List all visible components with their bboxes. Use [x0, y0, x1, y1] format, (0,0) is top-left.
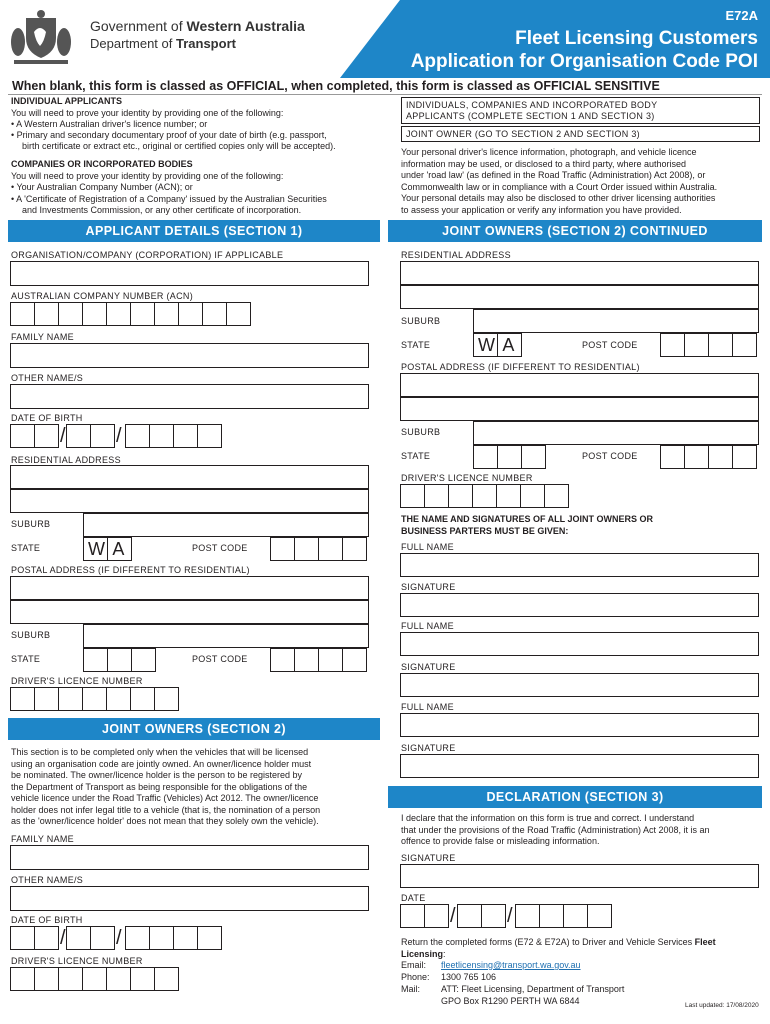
company-bullet-cont: and Investments Commission, or any other certificate of incorporation. — [22, 205, 302, 215]
decl-date-day[interactable] — [400, 904, 449, 928]
last-updated: Last updated: 17/08/2020 — [685, 1002, 759, 1009]
joint-family-label: FAMILY NAME — [11, 834, 74, 844]
names-heading: THE NAME AND SIGNATURES OF ALL JOINT OWNERS OR BUSINESS PARTERS MUST BE GIVEN: — [401, 514, 654, 536]
decl-date-label: DATE — [401, 893, 426, 903]
option-individual-company[interactable]: INDIVIDUALS, COMPANIES AND INCORPORATED BODY APPLICANTS (COMPLETE SECTION 1 AND SECTION 3) — [401, 97, 760, 124]
jo-res-label: RESIDENTIAL ADDRESS — [401, 250, 511, 260]
mail-line2: GPO Box R1290 PERTH WA 6844 — [441, 996, 580, 1006]
jo-postal-postcode-field[interactable] — [660, 445, 757, 469]
org-field[interactable] — [10, 261, 369, 286]
individual-bullet: • Primary and secondary documentary proof of your date of birth (e.g. passport, — [11, 130, 327, 140]
privacy-text: Your personal driver's licence information, photograph, and vehicle licence information may be used, or disclosed to a third party, where authorised under 'road law' (as defined in the Road Traffic (Administration) Act 2008), or Commonwealth law or in compliance with a Court Order issued within Australia. Your personal details may also be disclosed to other driver licensing authorities to assess your application or verify any information you have provided. — [401, 147, 718, 215]
individual-bullet: • A Western Australian driver's licence number; or — [11, 119, 208, 129]
individual-heading: INDIVIDUAL APPLICANTS — [11, 96, 123, 106]
jo-state-label: STATE — [401, 451, 431, 461]
jo-postal-line2[interactable] — [400, 397, 759, 421]
individual-intro: You will need to prove your identity by providing one of the following: — [11, 108, 284, 118]
jo-postal-suburb-field[interactable] — [473, 421, 759, 445]
company-intro: You will need to prove your identity by providing one of the following: — [11, 171, 284, 181]
joint-dob-day[interactable] — [10, 926, 59, 950]
date-separator: / — [60, 927, 66, 949]
dob-label: DATE OF BIRTH — [11, 413, 83, 423]
full-name-label: FULL NAME — [401, 542, 454, 552]
full-name-label: FULL NAME — [401, 702, 454, 712]
state-value: WA — [88, 539, 133, 559]
postal-suburb-field[interactable] — [83, 624, 369, 648]
mail-line1: ATT: Fleet Licensing, Department of Transport — [441, 984, 625, 994]
section2-description: This section is to be completed only when the vehicles that will be licensed using an organisation code are jointly owned. An owner/licence holder must be nominated. The owner/licence holder is the person to be registered by the Department of Transport as being responsible for the obligations of the vehicle licence under the Road Traffic (Vehicles) Act 2012. The owner/licence holder does not infer legal title to a vehicle (that is, the nomination of a person as the 'owner/licence holder' does not mean that they solely own the vehicle). — [11, 747, 321, 826]
licence-number-field[interactable] — [10, 687, 179, 711]
divider — [8, 94, 762, 95]
wa-crest-icon — [8, 8, 74, 70]
section1-bar: APPLICANT DETAILS (SECTION 1) — [8, 220, 380, 242]
jo-res-line2[interactable] — [400, 285, 759, 309]
joint-other-field[interactable] — [10, 886, 369, 911]
section2-bar: JOINT OWNERS (SECTION 2) — [8, 718, 380, 740]
jo-postcode-label: POST CODE — [582, 451, 638, 461]
jo-postcode-field[interactable] — [660, 333, 757, 357]
joint-dob-year[interactable] — [125, 926, 222, 950]
joint-other-label: OTHER NAME/S — [11, 875, 84, 885]
phone-label: Phone: — [401, 972, 430, 982]
company-bullet: • Your Australian Company Number (ACN); or — [11, 182, 193, 192]
jo-state-value: WA — [478, 335, 523, 355]
company-bullet: • A 'Certificate of Registration of a Company' issued by the Australian Securities — [11, 194, 327, 204]
other-names-label: OTHER NAME/S — [11, 373, 84, 383]
jo-suburb-label: SUBURB — [401, 316, 441, 326]
suburb-label: SUBURB — [11, 519, 51, 529]
res-address-line2[interactable] — [10, 489, 369, 513]
jo-state-label: STATE — [401, 340, 431, 350]
full-name-label: FULL NAME — [401, 621, 454, 631]
company-heading: COMPANIES OR INCORPORATED BODIES — [11, 159, 193, 169]
email-link[interactable]: fleetlicensing@transport.wa.gov.au — [441, 960, 581, 970]
licence-label: DRIVER'S LICENCE NUMBER — [11, 676, 143, 686]
section2-continued-bar: JOINT OWNERS (SECTION 2) CONTINUED — [388, 220, 762, 242]
signature-field-1[interactable] — [400, 593, 759, 617]
jo-postal-line1[interactable] — [400, 373, 759, 397]
res-address-label: RESIDENTIAL ADDRESS — [11, 455, 121, 465]
jo-licence-field[interactable] — [400, 484, 569, 508]
form-title-line1: Fleet Licensing Customers — [515, 28, 758, 49]
gov-name: Government of Western Australia — [90, 18, 305, 34]
date-separator: / — [116, 927, 122, 949]
return-instructions: Return the completed forms (E72 & E72A) to Driver and Vehicle Services Fleet Licensing: — [401, 937, 716, 959]
individual-bullet-cont: birth certificate or extract etc., original or certified copies only will be accepted). — [22, 141, 336, 151]
joint-dob-label: DATE OF BIRTH — [11, 915, 83, 925]
jo-postal-label: POSTAL ADDRESS (IF DIFFERENT TO RESIDENTIAL) — [401, 362, 640, 372]
jo-res-line1[interactable] — [400, 261, 759, 285]
postal-state-field[interactable] — [83, 648, 156, 672]
classification-notice: When blank, this form is classed as OFFICIAL, when completed, this form is classed as OFFICIAL SENSITIVE — [12, 79, 660, 93]
dob-day-field[interactable] — [10, 424, 59, 448]
postal-postcode-field[interactable] — [270, 648, 367, 672]
state-label: STATE — [11, 543, 41, 553]
signature-label: SIGNATURE — [401, 662, 456, 672]
decl-date-month[interactable] — [457, 904, 506, 928]
email-label: Email: — [401, 960, 427, 970]
jo-suburb-field[interactable] — [473, 309, 759, 333]
family-name-field[interactable] — [10, 343, 369, 368]
postal-address-label: POSTAL ADDRESS (IF DIFFERENT TO RESIDENTIAL) — [11, 565, 250, 575]
jo-postcode-label: POST CODE — [582, 340, 638, 350]
form-code: E72A — [725, 8, 758, 23]
phone-value: 1300 765 106 — [441, 972, 497, 982]
dob-year-field[interactable] — [125, 424, 222, 448]
date-separator: / — [116, 425, 122, 447]
signature-label: SIGNATURE — [401, 582, 456, 592]
acn-field[interactable] — [10, 302, 251, 326]
decl-signature-label: SIGNATURE — [401, 853, 456, 863]
res-address-line1[interactable] — [10, 465, 369, 489]
suburb-field[interactable] — [83, 513, 369, 537]
dob-month-field[interactable] — [66, 424, 115, 448]
date-separator: / — [60, 425, 66, 447]
full-name-field-1[interactable] — [400, 553, 759, 577]
jo-postal-state-field[interactable] — [473, 445, 546, 469]
postal-address-line2[interactable] — [10, 600, 369, 624]
postcode-label: POST CODE — [192, 543, 248, 553]
jo-suburb-label: SUBURB — [401, 427, 441, 437]
signature-field-3[interactable] — [400, 754, 759, 778]
org-label: ORGANISATION/COMPANY (CORPORATION) IF APPLICABLE — [11, 250, 284, 260]
joint-family-field[interactable] — [10, 845, 369, 870]
postal-address-line1[interactable] — [10, 576, 369, 600]
acn-label: AUSTRALIAN COMPANY NUMBER (ACN) — [11, 291, 193, 301]
decl-signature-field[interactable] — [400, 864, 759, 888]
dept-name: Department of Transport — [90, 36, 236, 51]
declaration-text: I declare that the information on this form is true and correct. I understand that under the provisions of the Road Traffic (Administration) Act 2008, it is an offence to provide false or misleading information. — [401, 813, 710, 846]
joint-licence-label: DRIVER'S LICENCE NUMBER — [11, 956, 143, 966]
signature-field-2[interactable] — [400, 673, 759, 697]
family-label: FAMILY NAME — [11, 332, 74, 342]
full-name-field-3[interactable] — [400, 713, 759, 737]
postcode-field[interactable] — [270, 537, 367, 561]
mail-label: Mail: — [401, 984, 421, 994]
jo-licence-label: DRIVER'S LICENCE NUMBER — [401, 473, 533, 483]
signature-label: SIGNATURE — [401, 743, 456, 753]
date-separator: / — [507, 905, 513, 927]
section3-bar: DECLARATION (SECTION 3) — [388, 786, 762, 808]
date-separator: / — [450, 905, 456, 927]
suburb-label: SUBURB — [11, 630, 51, 640]
joint-licence-field[interactable] — [10, 967, 179, 991]
decl-date-year[interactable] — [515, 904, 612, 928]
full-name-field-2[interactable] — [400, 632, 759, 656]
joint-dob-month[interactable] — [66, 926, 115, 950]
form-title-line2: Application for Organisation Code POI — [410, 51, 758, 72]
state-label: STATE — [11, 654, 41, 664]
other-names-field[interactable] — [10, 384, 369, 409]
postcode-label: POST CODE — [192, 654, 248, 664]
option-joint-owner[interactable]: JOINT OWNER (GO TO SECTION 2 AND SECTION 3) — [401, 126, 760, 142]
